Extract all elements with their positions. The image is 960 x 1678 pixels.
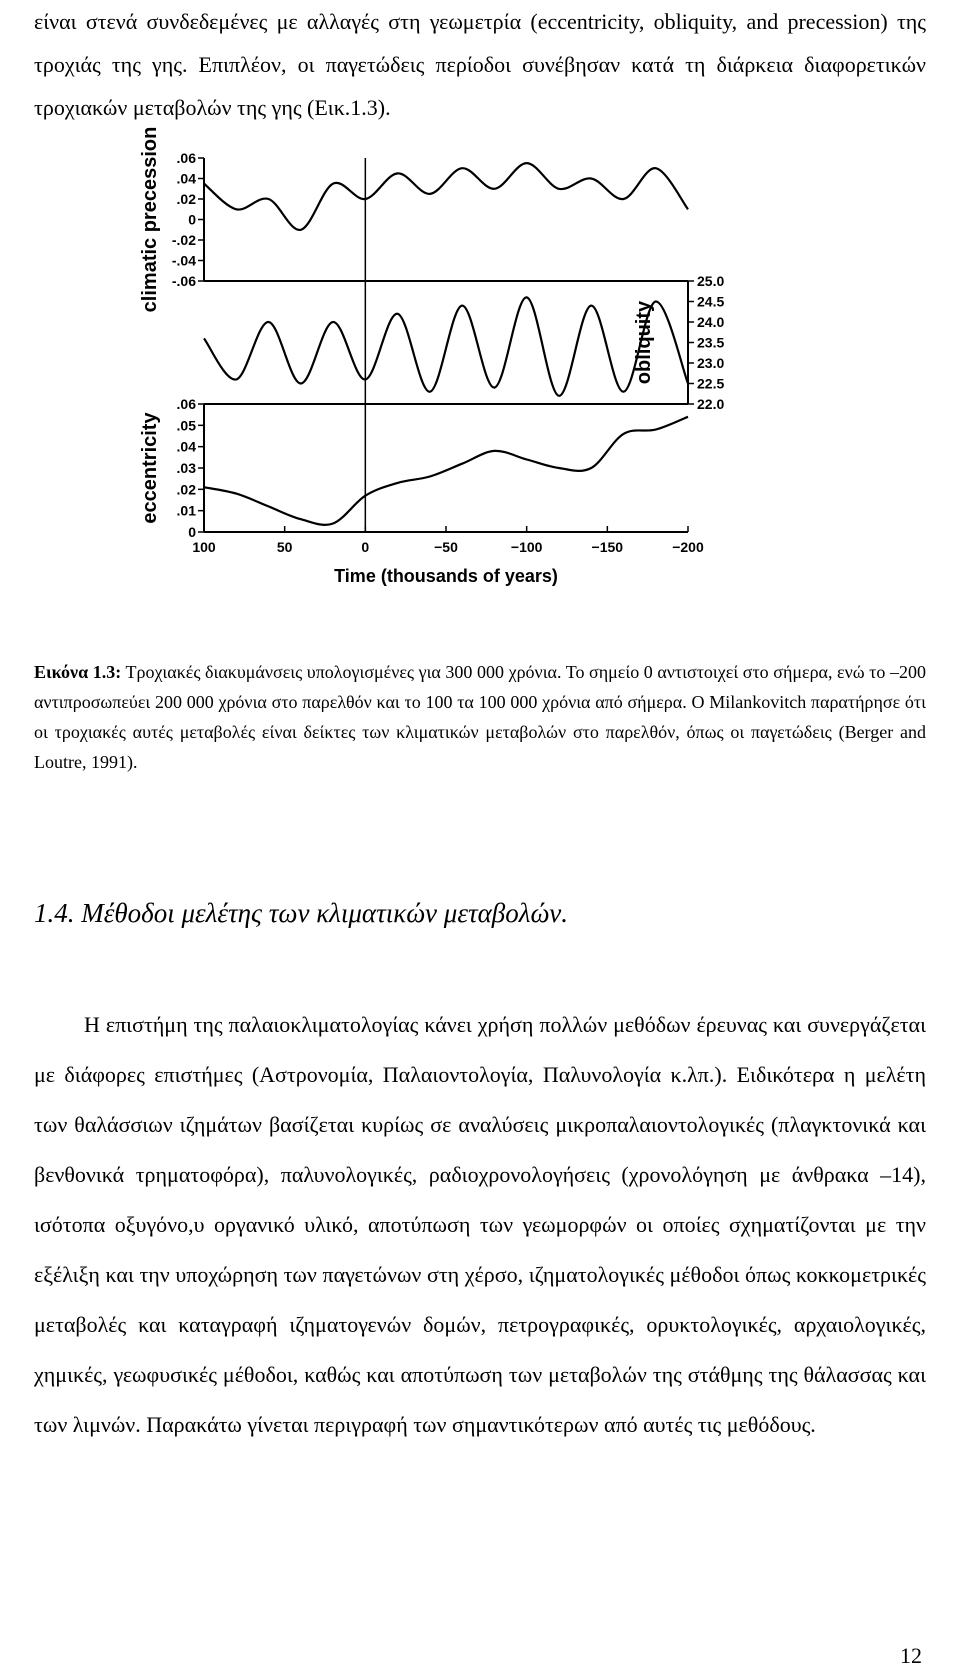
eccentricity-tick-label: .06 [176, 396, 196, 412]
eccentricity-tick-label: .02 [176, 481, 196, 498]
eccentricity-tick-label: .03 [176, 460, 196, 476]
intro-paragraph: είναι στενά συνδεδεμένες με αλλαγές στη γεωμετρία (eccentricity, obliquity, and precession) της τροχιάς της γης. Επιπλέον, οι παγετώδεις περίοδοι συνέβησαν κατά τη διάρκεια διαφορετικών τροχιακών μεταβολών της γης (Εικ.1.3). [34, 9, 926, 120]
obliquity-series-line [204, 297, 688, 395]
climatic-precession-tick-label: -.04 [171, 252, 196, 269]
eccentricity-axis-label: eccentricity [139, 412, 161, 524]
eccentricity-tick-label: .05 [176, 417, 196, 434]
climatic-precession-tick-label: .02 [176, 191, 196, 207]
obliquity-tick-label: 24.5 [697, 293, 725, 310]
climatic-precession-tick-label: 0 [188, 211, 196, 228]
figure-caption [34, 657, 926, 777]
climatic-precession-tick-label: -.02 [171, 232, 196, 248]
climatic-precession-tick-label: -.06 [171, 273, 196, 289]
obliquity-tick-label: 22.0 [697, 396, 725, 412]
climatic-precession-series-line [204, 163, 688, 230]
climatic-precession-tick-label: .06 [176, 150, 196, 166]
x-axis-label: Time (thousands of years) [334, 566, 558, 586]
climatic-precession-axis-label: climatic precession [139, 126, 161, 313]
eccentricity-series-line [204, 417, 688, 525]
eccentricity-tick-label: 0 [188, 524, 196, 540]
caption-text: Τροχιακές διακυμάνσεις υπολογισμένες για 300 000 χρόνια. Το σημείο 0 αντιστοιχεί στο σήμερα, ενώ το –200 αντιπροσωπεύει 200 000 χρόνια στο παρελθόν και το 100 τα 100 000 χρόνια από σήμερα. O Milankovitch παρατήρησε ότι οι τροχιακές αυτές μεταβολές είναι δείκτες των κλιματικών μεταβολών στο παρελθόν, όπως οι παγετώδεις (Berger and Loutre, 1991). [34, 662, 926, 772]
x-tick-label: −100 [510, 539, 543, 555]
x-tick-label: 100 [192, 539, 216, 555]
obliquity-tick-label: 23.5 [697, 334, 725, 351]
x-tick-label: −150 [591, 539, 624, 555]
obliquity-tick-label: 22.5 [697, 375, 725, 392]
caption-label: Εικόνα 1.3: [34, 662, 122, 682]
orbital-chart [139, 126, 725, 636]
section-heading: 1.4. Μέθοδοι μελέτης των κλιματικών μεταβολών. [34, 898, 569, 928]
obliquity-tick-label: 23.0 [697, 355, 725, 371]
body-paragraph: Η επιστήμη της παλαιοκλιματολογίας κάνει χρήση πολλών μεθόδων έρευνας και συνεργάζεται με διάφορες επιστήμες (Αστρονομία, Παλαιοντολογία, Παλυνολογία κ.λπ.). Ειδικότερα η μελέτη των θαλάσσιων ιζημάτων βασίζεται κυρίως σε αναλύσεις μικροπαλαιοντολογικές (πλαγκτονικά και βενθονικά τρηματοφόρα), παλυνολογικές, ραδιοχρονολογήσεις (χρονολόγηση με άνθρακα –14), ισότοπα οξυγόνο,υ οργανικό υλικό, αποτύπωση των γεωμορφών οι οποίες σχηματίζονται με την εξέλιξη και την υποχώρηση των παγετώνων στη χέρσο, ιζηματολογικές μέθοδοι όπως κοκκομετρικές μεταβολές και καταγραφή ιζηματογενών δομών, πετρογραφικές, ορυκτολογικές, αρχαιολογικές, χημικές, γεωφυσικές μέθοδοι, καθώς και αποτύπωση των μεταβολών της στάθμης της θάλασσας και των λιμνών. Παρακάτω γίνεται περιγραφή των σημαντικότερων από αυτές τις μεθόδους. [34, 1012, 926, 1437]
eccentricity-tick-label: .04 [176, 438, 196, 455]
orbital-variations-figure [139, 126, 725, 636]
x-tick-label: 50 [276, 539, 293, 555]
x-tick-label: −50 [434, 539, 458, 555]
x-tick-label: −200 [672, 539, 704, 555]
obliquity-tick-label: 24.0 [697, 314, 725, 330]
eccentricity-tick-label: .01 [176, 502, 196, 519]
x-tick-label: 0 [361, 539, 370, 555]
page-number: 12 [900, 1643, 922, 1668]
climatic-precession-tick-label: .04 [176, 170, 196, 187]
obliquity-axis-label: obliquity [633, 300, 655, 385]
obliquity-tick-label: 25.0 [697, 273, 725, 289]
